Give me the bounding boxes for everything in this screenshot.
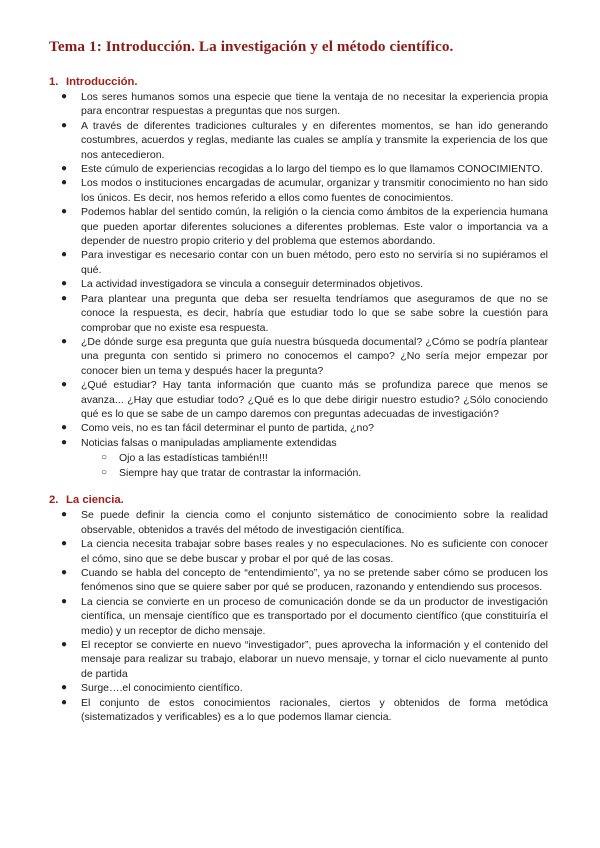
section-number: 2. xyxy=(49,494,59,507)
section-heading-text: La ciencia. xyxy=(66,494,124,507)
list-item-text: El conjunto de estos conocimientos racionales, ciertos y obtenidos de forma metódica (sistematizados y verificables) es a lo que podemos llamar ciencia. xyxy=(81,696,548,724)
list-item xyxy=(49,378,548,421)
sections-container xyxy=(49,76,548,724)
list-item xyxy=(49,248,548,277)
list-item-text: La ciencia necesita trabajar sobre bases reales y no especulaciones. No es suficiente con conocer el cómo, sino que se debe buscar y probar el por qué de las cosas. xyxy=(81,538,548,565)
list-item xyxy=(49,681,548,695)
bullet-icon: ● xyxy=(61,249,68,261)
hollow-bullet-icon: ○ xyxy=(101,466,108,478)
bullet-icon: ● xyxy=(61,538,68,550)
list-item-text: Para plantear una pregunta que deba ser resuelta tendríamos que aseguramos de que no se conoce la respuesta, es decir, habría que estudiar todo lo que se sabe sobre la cuestión para comprobar que no existe esa respuesta. xyxy=(81,292,548,334)
section-heading-text: Introducción. xyxy=(66,76,138,88)
bullet-icon: ● xyxy=(61,566,68,578)
document-title: Tema 1: Introducción. La investigación y el método científico. xyxy=(49,38,454,55)
list-item-text: Este cúmulo de experiencias recogidas a lo largo del tiempo es lo que llamamos CONOCIMIENTO. xyxy=(81,163,544,176)
bullet-list xyxy=(49,90,548,480)
hollow-bullet-icon: ○ xyxy=(101,452,108,464)
sub-bullet-list xyxy=(81,451,548,480)
section-2 xyxy=(49,494,548,724)
bullet-icon: ● xyxy=(61,639,68,650)
section-1 xyxy=(49,76,548,480)
list-item xyxy=(49,421,548,435)
list-item-text: Los seres humanos somos una especie que tiene la ventaja de no necesitar la experiencia propia para encontrar respuestas a preguntas que nos surgen. xyxy=(81,91,548,118)
list-item xyxy=(49,638,548,681)
list-item-text: Para investigar es necesario contar con un buen método, pero esto no serviría si no supiéramos el qué. xyxy=(81,249,548,276)
bullet-icon: ● xyxy=(61,163,68,175)
list-item xyxy=(49,176,548,205)
list-item-text: ¿De dónde surge esa pregunta que guía nuestra búsqueda documental? ¿Cómo se podría plantear una pregunta con sentido si primero no conocemos el campo? ¿No sería mejor empezar por conocer bien un tema y después hacer la pregunta? xyxy=(81,335,548,377)
list-item xyxy=(49,335,548,378)
bullet-icon: ● xyxy=(61,682,68,694)
sub-list-item xyxy=(81,466,548,481)
bullet-icon: ● xyxy=(61,278,68,290)
bullet-icon: ● xyxy=(61,177,68,189)
list-item-text: ¿Qué estudiar? Hay tanta información que cuanto más se profundiza parece que menos se avanza... ¿Hay que estudiar todo? ¿Qué es lo que debe dirigir nuestro estudio? ¿Sólo conociendo qué es lo que se sabe de un campo daremos con preguntas adecuadas de investigación? xyxy=(81,379,548,420)
list-item-text: A través de diferentes tradiciones culturales y en diferentes momentos, se han ido generando costumbres, acuerdos y reglas, mediante las cuales se amplía y transmite la experiencia de los que nos antecedieron. xyxy=(81,119,548,161)
bullet-icon: ● xyxy=(61,595,68,607)
list-item-text: Se puede definir la ciencia como el conjunto sistemático de conocimiento sobre la realidad observable, obtenidos a través del método de investigación científica. xyxy=(81,509,548,536)
section-number: 1. xyxy=(49,76,59,88)
list-item xyxy=(49,436,548,481)
list-item-text: Noticias falsas o manipuladas ampliamente extendidas xyxy=(81,436,337,449)
list-item xyxy=(49,292,548,335)
sub-list-item-text: Ojo a las estadísticas también!!! xyxy=(119,452,268,465)
bullet-icon: ● xyxy=(61,292,68,304)
sub-list-item-text: Siempre hay que tratar de contrastar la información. xyxy=(119,466,362,479)
bullet-icon: ● xyxy=(61,696,68,708)
list-item xyxy=(49,595,548,638)
list-item xyxy=(49,537,548,566)
bullet-icon: ● xyxy=(61,335,68,347)
bullet-icon: ● xyxy=(61,436,68,448)
list-item xyxy=(49,277,548,291)
bullet-icon: ● xyxy=(61,379,68,391)
list-item xyxy=(49,508,548,537)
bullet-list xyxy=(49,508,548,724)
list-item-text: Cuando se habla del concepto de “entendimiento”, ya no se pretende saber cómo se producen los fenómenos sino que se quiere saber por qué se producen, razonando y entendiendo sus procesos. xyxy=(81,566,548,594)
list-item xyxy=(49,119,548,162)
section-heading xyxy=(49,76,548,88)
bullet-icon: ● xyxy=(61,206,68,218)
list-item xyxy=(49,162,548,176)
list-item xyxy=(49,205,548,248)
bullet-icon: ● xyxy=(61,509,68,521)
section-heading xyxy=(49,494,548,506)
list-item-text: La actividad investigadora se vincula a conseguir determinados objetivos. xyxy=(81,278,424,291)
bullet-icon: ● xyxy=(61,91,68,102)
list-item-text: El receptor se convierte en nuevo “investigador”, pues aprovecha la información y el contenido del mensaje para realizar su trabajo, elaborar un nuevo mensaje, y tornar el ciclo nuevamente al punto de partida xyxy=(81,639,548,680)
list-item-text: Podemos hablar del sentido común, la religión o la ciencia como ámbitos de la experiencia humana que pueden aportar diferentes soluciones a diferentes problemas. Este valor o importancia va a depender de nuestro propio criterio y del problema que estemos abordando. xyxy=(81,206,548,248)
sub-list-item xyxy=(81,451,548,466)
bullet-icon: ● xyxy=(61,422,68,434)
list-item xyxy=(49,90,548,119)
bullet-icon: ● xyxy=(61,119,68,131)
list-item xyxy=(49,566,548,595)
list-item-text: Como veis, no es tan fácil determinar el punto de partida, ¿no? xyxy=(81,422,374,435)
list-item-text: La ciencia se convierte en un proceso de comunicación donde se da un productor de investigación científica, un mensaje científico que es transportado por el documento científico (que constituiría el medio) y un receptor de dicho mensaje. xyxy=(81,595,548,637)
list-item-text: Surge….el conocimiento científico. xyxy=(81,682,243,695)
list-item xyxy=(49,696,548,725)
list-item-text: Los modos o instituciones encargadas de acumular, organizar y transmitir conocimiento no han sido los únicos. Es decir, nos hemos referido a ellos como fuentes de conocimientos. xyxy=(81,177,548,204)
